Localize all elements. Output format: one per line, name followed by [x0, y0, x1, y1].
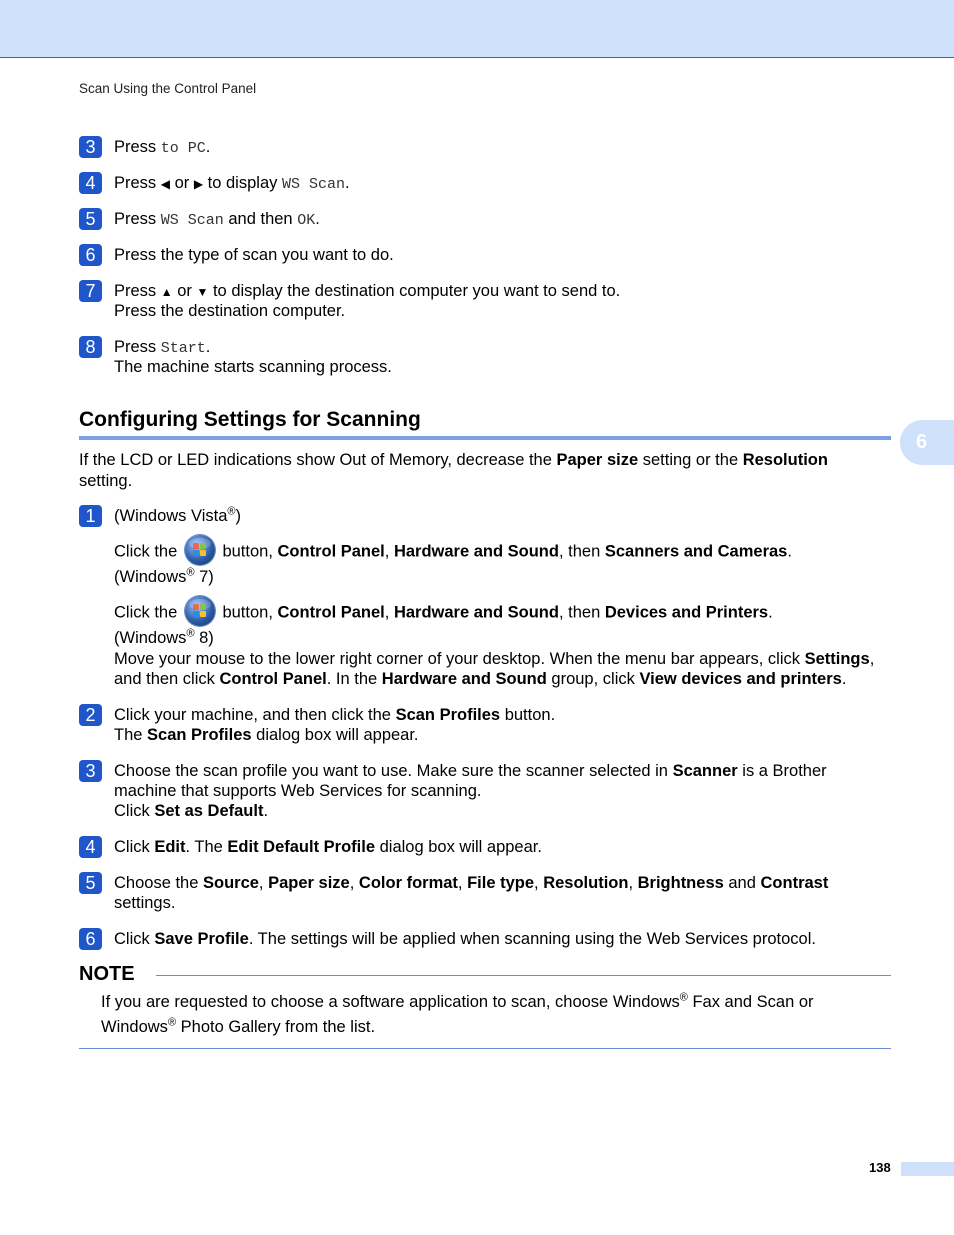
windows-8-instruction: Move your mouse to the lower right corner of your desktop. When the menu bar appears, click Settings, — [114, 650, 875, 668]
section-intro: If the LCD or LED indications show Out of Memory, decrease the Paper size setting or the Resolution — [79, 451, 828, 469]
down-arrow-icon: ▼ — [196, 285, 209, 299]
step-number: 8 — [79, 336, 102, 358]
chapter-tab: 6 — [900, 420, 954, 465]
step-number: 7 — [79, 280, 102, 302]
windows-8-label: (Windows® 8) — [114, 627, 214, 647]
top-banner — [0, 0, 954, 58]
step-number: 4 — [79, 836, 102, 858]
step-number: 1 — [79, 505, 102, 527]
running-header: Scan Using the Control Panel — [79, 81, 257, 96]
step-number: 6 — [79, 244, 102, 266]
note-text-line2: Windows® Photo Gallery from the list. — [101, 1016, 376, 1036]
windows-8-instruction-line2: and then click Control Panel. In the Hardware and Sound group, click View devices and printers. — [114, 670, 847, 688]
windows-start-button-icon — [185, 596, 215, 626]
note-text: If you are requested to choose a software application to scan, choose Windows® Fax and Scan or — [101, 991, 814, 1011]
step-number: 2 — [79, 704, 102, 726]
page-number-bar — [901, 1162, 954, 1176]
section-title: Configuring Settings for Scanning — [79, 408, 421, 431]
windows-7-instruction: Click the button, Control Panel, Hardware and Sound, then Devices and Printers. — [114, 598, 773, 628]
step-number: 5 — [79, 208, 102, 230]
up-arrow-icon: ▲ — [160, 285, 173, 299]
vista-instruction: Click the button, Control Panel, Hardware and Sound, then Scanners and Cameras. — [114, 537, 792, 567]
step-number: 5 — [79, 872, 102, 894]
step-number: 6 — [79, 928, 102, 950]
section-divider — [79, 436, 891, 440]
note-title: NOTE — [79, 963, 135, 985]
note-bottom-divider — [79, 1048, 891, 1049]
note-divider — [156, 975, 891, 976]
left-arrow-icon: ◀ — [160, 177, 170, 191]
windows-start-button-icon — [185, 535, 215, 565]
step-number: 4 — [79, 172, 102, 194]
page-number: 138 — [869, 1160, 891, 1175]
windows-7-label: (Windows® 7) — [114, 566, 214, 586]
step-number: 3 — [79, 760, 102, 782]
step-number: 3 — [79, 136, 102, 158]
right-arrow-icon: ▶ — [193, 177, 204, 191]
section-intro-line2: setting. — [79, 472, 133, 490]
